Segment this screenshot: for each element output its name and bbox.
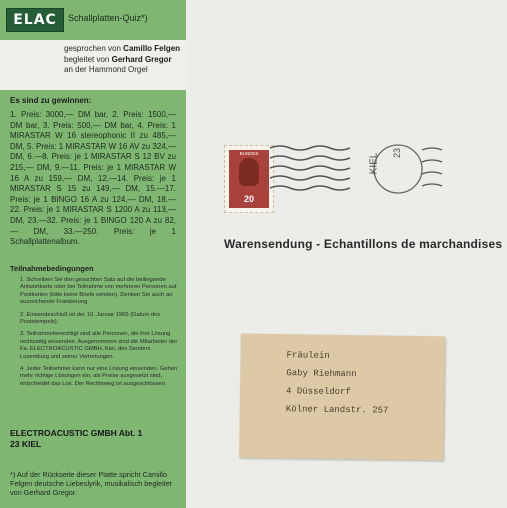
- company-name: ELECTROACUSTIC GMBH Abt. 1: [10, 428, 143, 438]
- rule-item: 1. Schreiben Sie den gesuchten Satz auf die beiliegende Antwortkarte oder bei Teilnahme von mehreren Personen auf Postkarten (bitte keine Briefe senden). Denken Sie auch an ausreichende Frankierung.: [20, 277, 177, 306]
- organist-name: Gerhard Gregor: [111, 54, 172, 64]
- rule-item: 2. Einsendeschluß ist der 10. Januar 1965 (Datum des Poststempels).: [20, 311, 161, 326]
- rule-item: 3. Teilnahmeberechtigt sind alle Personen, die ihre Lösung rechtzeitig einsenden. Ausgenommen sind die Mitarbeiter der Fa. ELECTROACUSTIC GMBH, Kiel, des Senders Luxemburg und seiner Vertretungen.: [20, 331, 178, 360]
- address-label: [239, 334, 445, 461]
- rules-heading: Teilnahmebedingungen: [10, 264, 94, 273]
- rules-list: [20, 277, 178, 393]
- footnote: *) Auf der Rückseite dieser Platte spricht Camillo Felgen deutsche Liebeslyrik, musikalisch begleitet von Gerhard Gregor.: [10, 470, 172, 497]
- credits-prefix-2: begleitet von: [64, 54, 110, 64]
- prizes-text: 1. Preis: 3000,— DM bar, 2. Preis: 1500,— DM bar, 3. Preis: 500,— DM bar, 4. Preis: 1 MIRASTAR W 16 stereophonic II zu 485,— DM, 5. Preis: 1 MIRASTAR W 16 AV zu 324,— DM, 6.—8. Preis: je 1 MIRASTAR S 12 BV zu 215,— DM, 9.—11. Preis: je 1 MIRASTAR W 16 A zu 159,— DM, 12.—14. Preis: je 1 MIRASTAR S 15 zu 149,— DM, 15.—17. Preis: je 1 BINGO 16 A zu 124,— DM, 18.—22. Preis: je 1 MIRASTAR S 1200 A zu 113,— DM, 23.—32. Preis: je 1 BINGO 120 A zu 82,— DM, 33.—250. Preis: je 1 Schallplattenalbum.: [10, 110, 176, 247]
- credits-prefix-1: gesprochen von: [64, 44, 121, 53]
- address-lines: [286, 346, 390, 419]
- address-line: Gaby Riehmann: [286, 368, 357, 380]
- postage-stamp: [224, 145, 274, 213]
- credits-line-3: an der Hammond Orgel: [64, 65, 148, 74]
- address-line: 4 Düsseldorf: [286, 386, 351, 398]
- speaker-name: Camillo Felgen: [123, 44, 181, 53]
- company-address: [10, 428, 142, 450]
- shipment-heading: Warensendung - Echantillons de marchandises: [224, 237, 503, 251]
- elac-logo: ELAC: [6, 8, 64, 32]
- address-line: Kölner Landstr. 257: [285, 404, 389, 416]
- rule-item: 4. Jeder Teilnehmer kann nur eine Lösung einsenden. Gehen mehr richtige Lösungen ein, als Preise ausgesetzt sind, entscheidet das Los. Der Rechtsweg ist ausgeschlossen.: [20, 366, 178, 387]
- stamp-country: BUNDES: [239, 151, 259, 156]
- prizes-heading: Es sind zu gewinnen:: [10, 96, 92, 105]
- address-line: Fräulein: [286, 350, 330, 361]
- postmark-city: KIEL: [368, 152, 380, 175]
- company-city: 23 KIEL: [10, 439, 42, 449]
- stamp-image: [229, 150, 269, 208]
- credits: [64, 44, 180, 76]
- postmark-wavy-lines: [270, 142, 445, 197]
- stamp-value: 20: [243, 194, 254, 204]
- postmark-date: 23: [392, 147, 403, 159]
- portrait-icon: [239, 158, 259, 186]
- quiz-title: Schallplatten-Quiz*): [68, 13, 148, 23]
